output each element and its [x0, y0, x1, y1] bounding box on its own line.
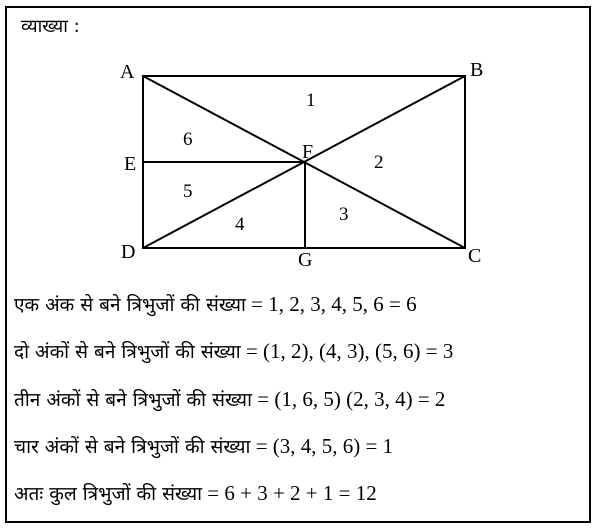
point-label-d: D — [121, 241, 136, 263]
region-label-2: 2 — [374, 152, 384, 173]
count-line-two-numbers — [14, 338, 453, 364]
count-line-four-numbers — [14, 433, 393, 459]
count-line-total — [14, 480, 377, 506]
region-label-6: 6 — [183, 129, 193, 150]
count-line-three-numbers — [14, 386, 445, 412]
region-label-3: 3 — [339, 204, 349, 225]
count-line-equation: = 1, 2, 3, 4, 5, 6 = 6 — [245, 292, 417, 316]
region-label-5: 5 — [183, 181, 193, 202]
count-line-text: तीन अंकों से बने त्रिभुजों की संख्या — [14, 389, 252, 411]
count-line-text: दो अंकों से बने त्रिभुजों की संख्या — [14, 341, 241, 363]
count-line-equation: = (1, 2), (4, 3), (5, 6) = 3 — [240, 339, 454, 363]
point-label-f: F — [302, 141, 314, 163]
count-line-text: चार अंकों से बने त्रिभुजों की संख्या — [14, 436, 251, 458]
point-label-c: C — [468, 245, 482, 267]
count-line-equation: = (3, 4, 5, 6) = 1 — [250, 434, 394, 458]
count-line-text: एक अंक से बने त्रिभुजों की संख्या — [14, 294, 246, 316]
region-label-1: 1 — [306, 90, 316, 111]
count-line-equation: = 6 + 3 + 2 + 1 = 12 — [202, 481, 377, 505]
count-line-text: अतः कुल त्रिभुजों की संख्या — [14, 483, 203, 505]
count-line-one-number — [14, 291, 417, 317]
point-label-g: G — [298, 249, 313, 271]
region-label-4: 4 — [235, 214, 245, 235]
point-label-b: B — [470, 59, 484, 81]
heading: व्याख्या : — [21, 16, 80, 37]
count-line-equation: = (1, 6, 5) (2, 3, 4) = 2 — [252, 387, 446, 411]
point-label-a: A — [120, 61, 135, 83]
point-label-e: E — [124, 153, 137, 175]
